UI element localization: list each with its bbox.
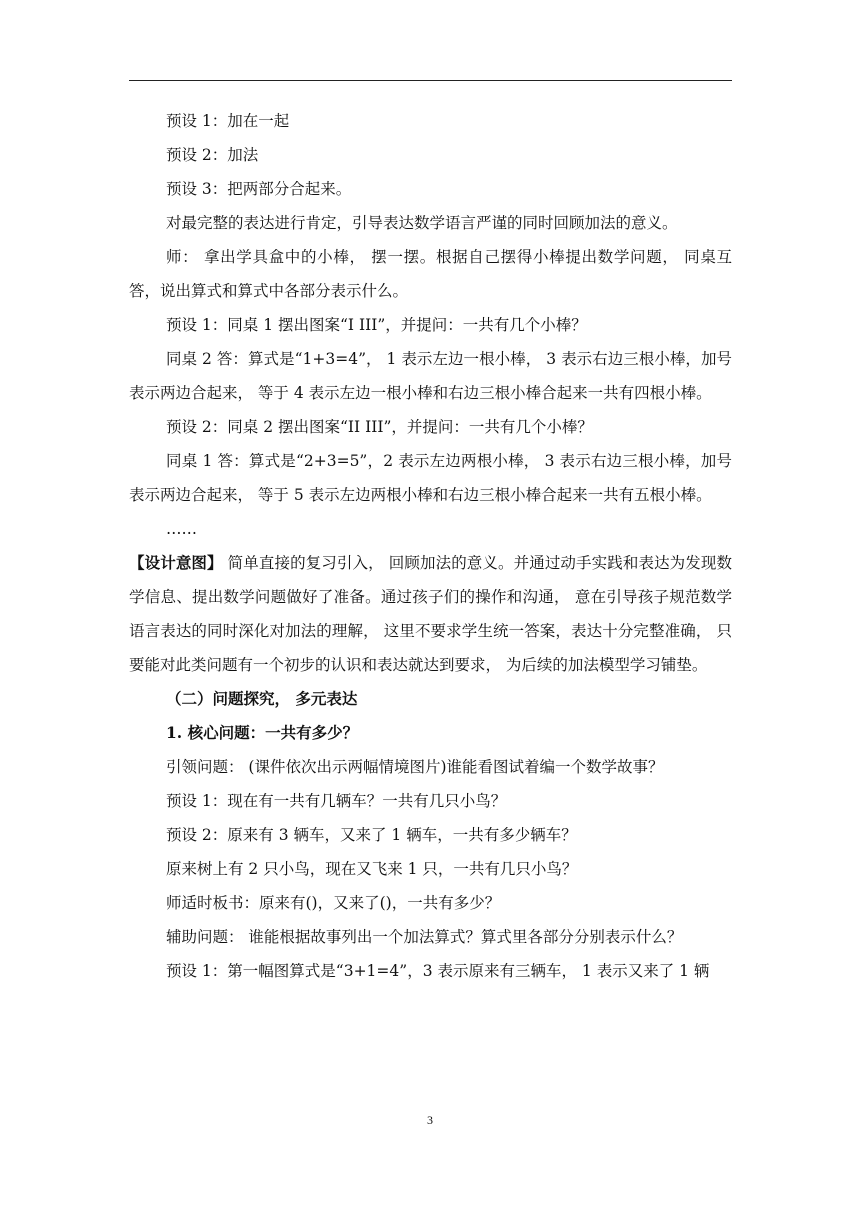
sub-heading: 1. 核心问题：一共有多少？: [166, 723, 359, 742]
paragraph-preset-b: 预设 2：原来有 3 辆车，又来了 1 辆车，一共有多少辆车？: [166, 826, 577, 844]
paragraph-birds: 原来树上有 2 只小鸟，现在又飞来 1 只，一共有几只小鸟？: [166, 860, 578, 878]
paragraph-affirm: 对最完整的表达进行肯定，引导表达数学语言严谨的同时回顾加法的意义。: [166, 214, 678, 232]
paragraph-preset-2: 预设 2：加法: [166, 146, 259, 164]
design-intent-text: 简单直接的复习引入， 回顾加法的意义。并通过动手实践和表达为发现数学信息、提出数学问题做好了准备。通过孩子们的操作和沟通， 意在引导孩子规范数学语言表达的同时深化对加法的理解， 这里不要求学生统一答案，表达十分完整准确， 只要能对此类问题有一个初步的认识和表达就达到要求， 为后续的加法模型学习铺垫。: [129, 554, 732, 674]
paragraph-preset-1: 预设 1：加在一起: [166, 112, 290, 130]
page-content: [129, 104, 732, 988]
paragraph-preset-deskmate-1: 预设 1：同桌 1 摆出图案“I III”，并提问：一共有几个小棒？: [166, 316, 587, 334]
paragraph-preset-3: 预设 3：把两部分合起来。: [166, 180, 352, 198]
paragraph-board-writing: 师适时板书：原来有()，又来了()，一共有多少？: [166, 894, 501, 912]
paragraph-ellipsis: ……: [166, 520, 197, 538]
header-rule: [129, 80, 732, 81]
design-intent-label: 【设计意图】: [129, 553, 223, 572]
section-heading: （二）问题探究， 多元表达: [166, 689, 358, 708]
paragraph-auxiliary-question: 辅助问题： 谁能根据故事列出一个加法算式？算式里各部分分别表示什么？: [166, 928, 683, 946]
page-number: 3: [427, 1113, 433, 1127]
paragraph-design-intent: [129, 546, 732, 682]
paragraph-preset-deskmate-2: 预设 2：同桌 2 摆出图案“II III”，并提问：一共有几个小棒？: [166, 418, 593, 436]
paragraph-answer-deskmate-1: 同桌 1 答：算式是“2+3=5”，2 表示左边两根小棒， 3 表示右边三根小棒，加号表示两边合起来， 等于 5 表示左边两根小棒和右边三根小棒合起来一共有五根小棒。: [129, 452, 732, 504]
paragraph-formula: 预设 1：第一幅图算式是“3+1=4”，3 表示原来有三辆车， 1 表示又来了 1 辆: [166, 962, 710, 980]
paragraph-preset-a: 预设 1：现在有一共有几辆车？一共有几只小鸟？: [166, 792, 507, 810]
paragraph-teacher-instruction: 师： 拿出学具盒中的小棒， 摆一摆。根据自己摆得小棒提出数学问题， 同桌互答，说出算式和算式中各部分表示什么。: [129, 248, 732, 300]
paragraph-leading-question: 引领问题： (课件依次出示两幅情境图片)谁能看图试着编一个数学故事？: [166, 758, 664, 776]
paragraph-answer-deskmate-2: 同桌 2 答：算式是“1+3=4”， 1 表示左边一根小棒， 3 表示右边三根小棒，加号表示两边合起来， 等于 4 表示左边一根小棒和右边三根小棒合起来一共有四根小棒。: [129, 350, 732, 402]
